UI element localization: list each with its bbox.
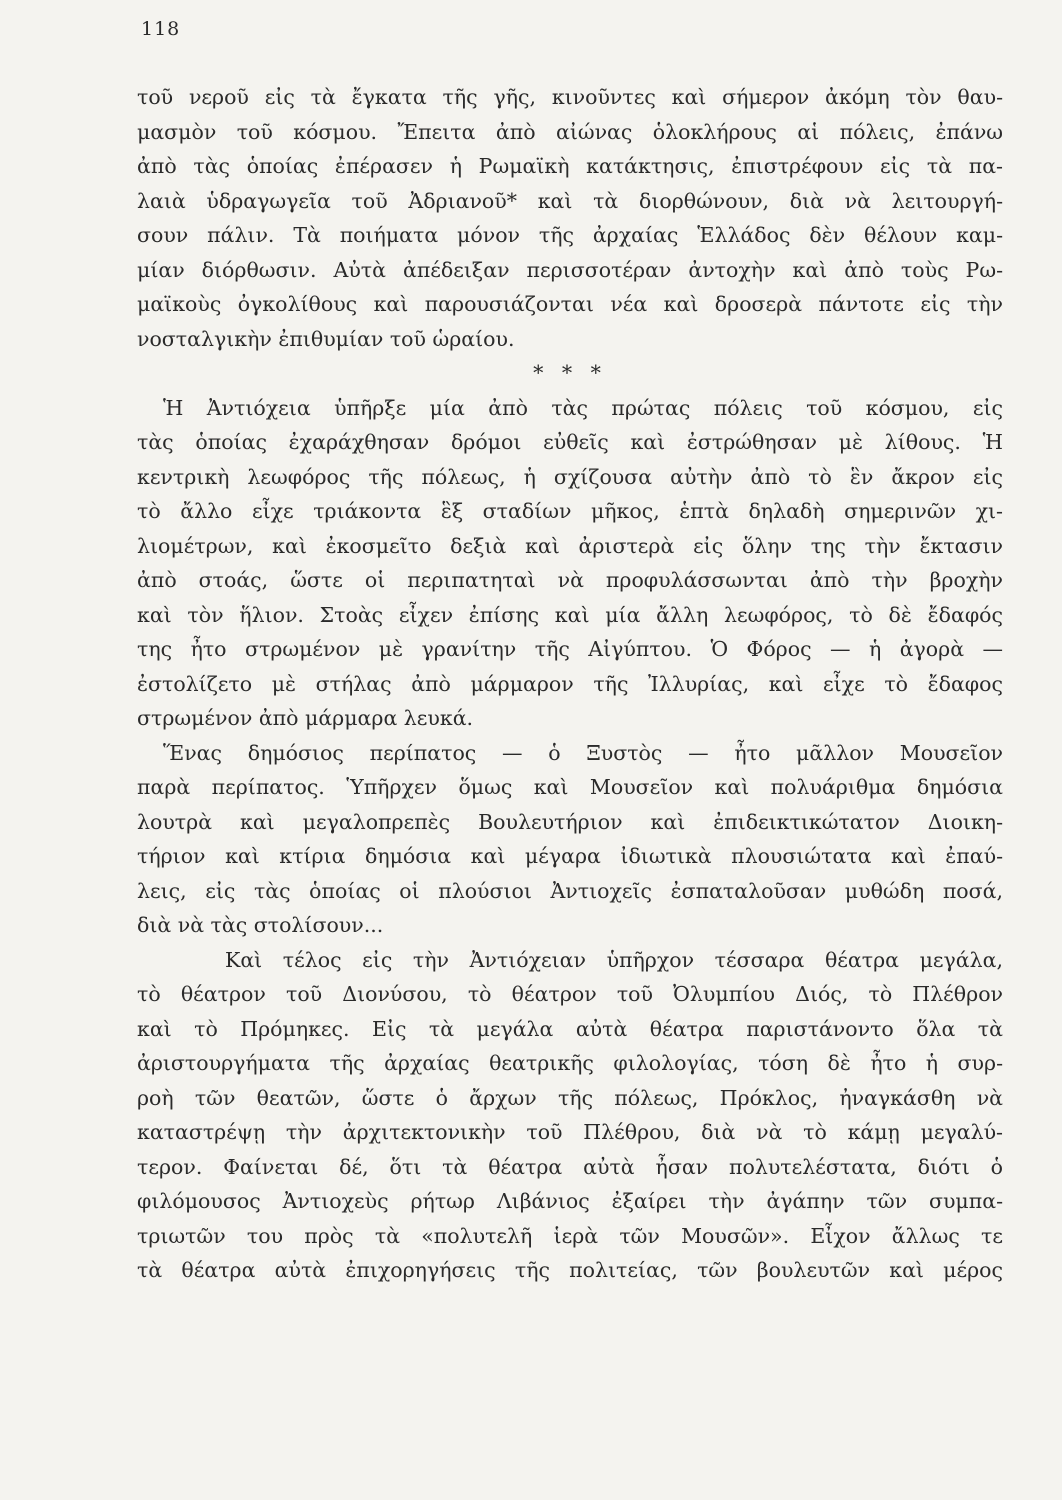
- text-line: στρωμένον ἀπὸ μάρμαρα λευκά.: [137, 706, 474, 730]
- text-line: καὶ τὸν ἥλιον. Στοὰς εἶχεν ἐπίσης καὶ μία ἄλλη λεωφόρος, τὸ δὲ ἔδαφός: [137, 602, 1003, 627]
- text-line: Ἡ Ἀντιόχεια ὑπῆρξε μία ἀπὸ τὰς πρώτας πόλεις τοῦ κόσμου, εἰς: [163, 395, 1003, 420]
- text-line: ἀριστουργήματα τῆς ἀρχαίας θεατρικῆς φιλολογίας, τόση δὲ ἦτο ἡ συρ-: [137, 1051, 1003, 1075]
- text-line: ροὴ τῶν θεατῶν, ὥστε ὁ ἄρχων τῆς πόλεως, Πρόκλος, ἠναγκάσθη νὰ: [137, 1085, 1003, 1110]
- text-line: καὶ τὸ Πρόμηκες. Εἰς τὰ μεγάλα αὐτὰ θέατρα παριστάνοντο ὅλα τὰ: [137, 1016, 1003, 1041]
- text-line: τὸ ἄλλο εἶχε τριάκοντα ἓξ σταδίων μῆκος, ἑπτὰ δηλαδὴ σημερινῶν χι-: [137, 499, 1003, 523]
- text-line: τήριον καὶ κτίρια δημόσια καὶ μέγαρα ἰδιωτικὰ πλουσιώτατα καὶ ἐπαύ-: [137, 844, 1003, 868]
- text-line: κεντρικὴ λεωφόρος τῆς πόλεως, ἡ σχίζουσα αὐτὴν ἀπὸ τὸ ἓν ἄκρον εἰς: [137, 464, 1003, 489]
- text-line: τὰς ὁποίας ἐχαράχθησαν δρόμοι εὐθεῖς καὶ ἐστρώθησαν μὲ λίθους. Ἡ: [137, 430, 1003, 454]
- text-line: Καὶ τέλος εἰς τὴν Ἀντιόχειαν ὑπῆρχον τέσσαρα θέατρα μεγάλα,: [225, 947, 1003, 972]
- text-line: διὰ νὰ τὰς στολίσουν...: [137, 913, 384, 937]
- text-line: λιομέτρων, καὶ ἐκοσμεῖτο δεξιὰ καὶ ἀριστερὰ εἰς ὅλην της τὴν ἔκτασιν: [137, 533, 1003, 558]
- text-line: τὸ θέατρον τοῦ Διονύσου, τὸ θέατρον τοῦ Ὀλυμπίου Διός, τὸ Πλέθρον: [137, 982, 1003, 1006]
- text-line: τριωτῶν του πρὸς τὰ «πολυτελῆ ἱερὰ τῶν Μουσῶν». Εἶχον ἄλλως τε: [137, 1223, 1003, 1248]
- text-line: τὰ θέατρα αὐτὰ ἐπιχορηγήσεις τῆς πολιτείας, τῶν βουλευτῶν καὶ μέρος: [137, 1258, 1003, 1282]
- text-line: ἀπὸ στοάς, ὥστε οἱ περιπατηταὶ νὰ προφυλάσσωνται ἀπὸ τὴν βροχὴν: [137, 568, 1003, 592]
- text-line: παρὰ περίπατος. Ὑπῆρχεν ὅμως καὶ Μουσεῖον καὶ πολυάριθμα δημόσια: [137, 775, 1003, 799]
- section-break: * * *: [533, 361, 607, 385]
- body-text: [137, 80, 1003, 1288]
- text-line: σουν πάλιν. Τὰ ποιήματα μόνον τῆς ἀρχαίας Ἑλλάδος δὲν θέλουν καμ-: [137, 223, 1003, 247]
- text-line: καταστρέψῃ τὴν ἀρχιτεκτονικὴν τοῦ Πλέθρου, διὰ νὰ τὸ κάμῃ μεγαλύ-: [137, 1120, 1003, 1144]
- text-line: λουτρὰ καὶ μεγαλοπρεπὲς Βουλευτήριον καὶ ἐπιδεικτικώτατον Διοικη-: [137, 809, 1003, 834]
- text-line: ἀπὸ τὰς ὁποίας ἐπέρασεν ἡ Ρωμαϊκὴ κατάκτησις, ἐπιστρέφουν εἰς τὰ πα-: [137, 154, 1003, 178]
- text-line: φιλόμουσος Ἀντιοχεὺς ρήτωρ Λιβάνιος ἐξαίρει τὴν ἀγάπην τῶν συμπα-: [137, 1189, 1003, 1213]
- text-line: τοῦ νεροῦ εἰς τὰ ἔγκατα τῆς γῆς, κινοῦντες καὶ σήμερον ἀκόμη τὸν θαυ-: [137, 85, 1003, 109]
- text-line: μασμὸν τοῦ κόσμου. Ἔπειτα ἀπὸ αἰώνας ὁλοκλήρους αἱ πόλεις, ἐπάνω: [137, 119, 1003, 144]
- text-line: τερον. Φαίνεται δέ, ὅτι τὰ θέατρα αὐτὰ ἦσαν πολυτελέστατα, διότι ὁ: [137, 1154, 1003, 1179]
- page-number: 118: [141, 18, 181, 40]
- text-line: λαιὰ ὑδραγωγεῖα τοῦ Ἀδριανοῦ* καὶ τὰ διορθώνουν, διὰ νὰ λειτουργή-: [137, 188, 1003, 213]
- text-line: Ἕνας δημόσιος περίπατος — ὁ Ξυστὸς — ἦτο μᾶλλον Μουσεῖον: [163, 740, 1003, 765]
- text-line: μίαν διόρθωσιν. Αὐτὰ ἀπέδειξαν περισσοτέραν ἀντοχὴν καὶ ἀπὸ τοὺς Ρω-: [137, 257, 1003, 282]
- text-line: της ἦτο στρωμένον μὲ γρανίτην τῆς Αἰγύπτου. Ὁ Φόρος — ἡ ἀγορὰ —: [137, 637, 1003, 661]
- text-line: νοσταλγικὴν ἐπιθυμίαν τοῦ ὡραίου.: [137, 326, 515, 351]
- text-line: μαϊκοὺς ὀγκολίθους καὶ παρουσιάζονται νέα καὶ δροσερὰ πάντοτε εἰς τὴν: [137, 292, 1003, 316]
- text-line: ἐστολίζετο μὲ στήλας ἀπὸ μάρμαρον τῆς Ἰλλυρίας, καὶ εἶχε τὸ ἔδαφος: [137, 671, 1003, 696]
- text-line: λεις, εἰς τὰς ὁποίας οἱ πλούσιοι Ἀντιοχεῖς ἐσπαταλοῦσαν μυθώδη ποσά,: [137, 878, 1003, 903]
